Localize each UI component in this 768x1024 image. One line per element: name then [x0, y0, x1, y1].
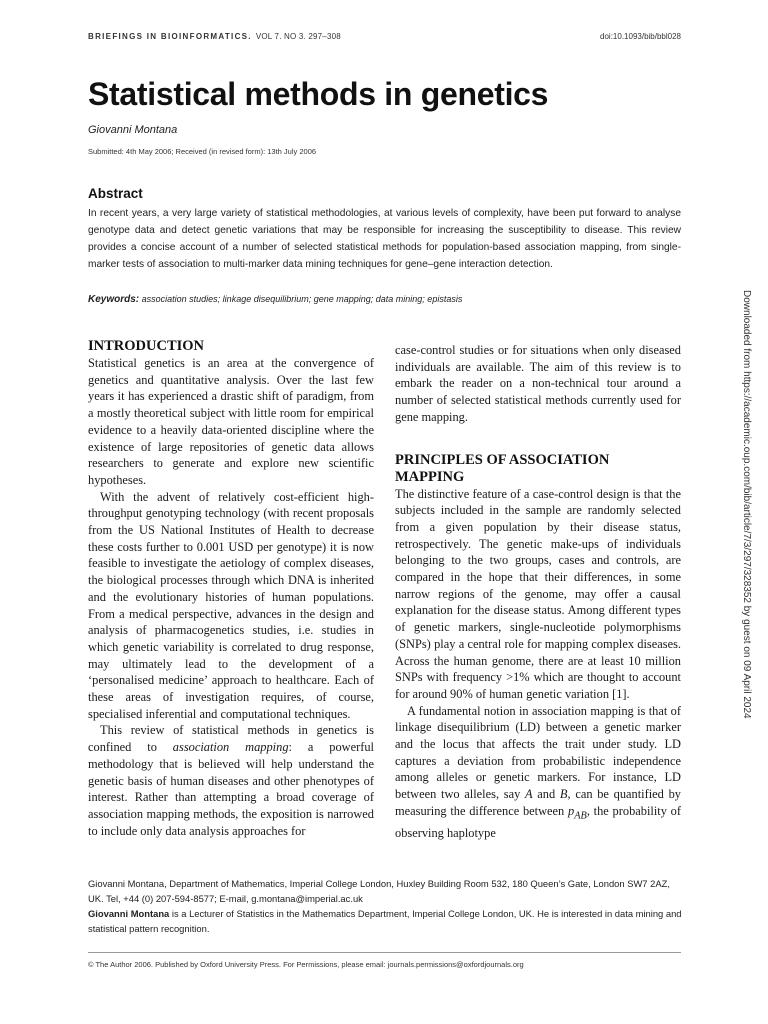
text-run: A fundamental notion in association mapping is that of linkage disequilibrium (LD) between a genetic marker and the locus that affects the trait under study. LD captures a deviation from probabilistic independence among alleles or genetic markers. For instance, LD between two alleles, say: [395, 703, 681, 802]
allele-b: B: [559, 787, 568, 802]
author-bio: [88, 906, 688, 936]
left-column: [88, 338, 374, 839]
introduction-paragraph-3: [88, 722, 374, 839]
probability-symbol: p: [568, 803, 575, 818]
introduction-paragraph-1: Statistical genetics is an area at the convergence of genetics and quantitative analysis. Over the last few years it has experienced a drastic shift of paradigm, from a mostly theoretical subject with little room for empirical evidence to a heavily data-oriented discipline where the existence of large repositories of genetic data allows researchers to generate and explore new scientific hypotheses.: [88, 356, 374, 487]
text-run: , can be quantified by measuring the difference between: [395, 787, 681, 818]
right-column: [395, 342, 681, 842]
keywords-label: Keywords:: [88, 294, 140, 305]
abstract-text: In recent years, a very large variety of statistical methodologies, at various levels of complexity, have been put forward to analyse genotype data and detect genetic variations that may be responsible for increasing the susceptibility to disease. This review provides a concise account of a number of selected statistical methods for population-based association mapping, from single-marker tests of association to multi-marker data mining techniques for gene–gene interaction detection.: [88, 208, 681, 270]
footer-divider: [88, 952, 681, 953]
probability-subscript: AB: [574, 810, 587, 822]
bio-author-name: Giovanni Montana: [88, 908, 170, 919]
allele-a: A: [525, 787, 533, 802]
journal-name: BRIEFINGS IN BIOINFORMATICS.: [88, 32, 252, 41]
keywords-text: association studies; linkage disequilibrium; gene mapping; data mining; epistasis: [141, 294, 463, 304]
journal-info: [88, 32, 341, 41]
doi[interactable]: doi:10.1093/bib/bbl028: [600, 32, 681, 41]
introduction-continuation: case-control studies or for situations when only diseased individuals are available. The aim of this review is to embark the reader on a non-technical tour around a number of selected statistical methods currently used for gene mapping.: [395, 343, 681, 424]
introduction-heading: INTRODUCTION: [88, 338, 205, 354]
running-head: [88, 32, 681, 41]
text-run: This review of statistical methods in genetics is confined to: [88, 723, 374, 755]
emphasis-association-mapping: association mapping: [172, 740, 289, 755]
keywords: [88, 294, 681, 305]
principles-heading: PRINCIPLES OF ASSOCIATION MAPPING: [395, 451, 610, 485]
journal-volume: VOL 7. NO 3. 297–308: [255, 32, 341, 41]
author-name: Giovanni Montana: [88, 124, 178, 136]
principles-paragraph-1: The distinctive feature of a case-control design is that the subjects included in the sample are randomly selected from a given population by their disease status, retrospectively. The genetic make-ups of individuals belonging to the two groups, cases and controls, are compared in the hope that their differences, in some narrow regions of the genome, may offer a causal explanation for the disease status. Among different types of genetic markers, single-nucleotide polymorphisms (SNPs) play a central role for mapping complex diseases. Across the human genome, there are at least 10 million SNPs with frequency >1% which are thought to account for around 90% of human genetic variation [1].: [395, 486, 681, 701]
text-run: , the probability of observing haplotype: [395, 803, 681, 841]
author-affiliation: Giovanni Montana, Department of Mathematics, Imperial College London, Huxley Building Room 532, 180 Queen’s Gate, London SW7 2AZ, UK. Tel, +44 (0) 207-594-8577; E-mail, g.montana@imperial.ac.uk: [88, 878, 670, 904]
text-run: : a powerful methodology that is believed will help understand the genetic basis of human diseases and other phenotypes of interest. Rather than attempting a broad coverage of association mapping methods, the exposition is narrowed to include only data analysis approaches for: [88, 740, 374, 838]
submission-dates: Submitted: 4th May 2006; Received (in revised form): 13th July 2006: [88, 147, 317, 156]
author-footnote: [88, 876, 688, 936]
download-side-note-text: Downloaded from https://academic.oup.com/bib/article/7/3/297/328352 by guest on 09 April 2024: [741, 290, 752, 719]
paper-title: Statistical methods in genetics: [88, 76, 549, 112]
copyright-notice: © The Author 2006. Published by Oxford University Press. For Permissions, please email: journals.permissions@oxfordjournals.org: [88, 960, 524, 969]
principles-paragraph-2: [395, 703, 681, 842]
text-run: and: [532, 787, 560, 802]
introduction-paragraph-2: With the advent of relatively cost-efficient high-throughput genotyping technology (with recent proposals from the US National Institutes of Health to decrease these costs further to 0.001 USD per genotype) it is now feasible to investigate the aetiology of complex diseases, the biological processes through which DNA is inherited and the evolutionary histories of human populations. From a medical perspective, advances in the design and analysis of pharmacogenetics studies, i.e. studies in which genetic variability is correlated to drug response, may ultimately lead to the development of a ‘personalised medicine’ approach to healthcare. Each of these areas of investigation requires, of course, specialised inferential and computational techniques.: [88, 489, 374, 721]
bio-text: is a Lecturer of Statistics in the Mathematics Department, Imperial College London, UK. He is interested in data mining and statistical pattern recognition.: [88, 908, 682, 934]
abstract-heading: Abstract: [88, 186, 143, 201]
